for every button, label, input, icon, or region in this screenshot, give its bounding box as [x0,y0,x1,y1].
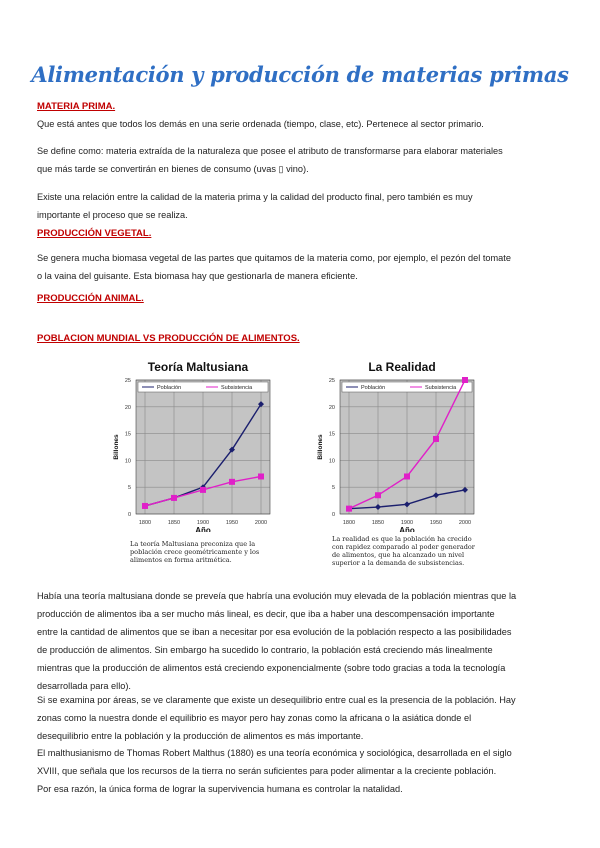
heading-produccion-vegetal: PRODUCCIÓN VEGETAL. [37,228,152,239]
x-tick-label: 1950 [225,520,239,526]
y-axis-label: Billones [113,434,120,460]
x-axis-label: Año [195,526,211,532]
y-tick-label: 20 [328,404,335,411]
y-tick-label: 0 [127,512,131,518]
x-tick-label: 1950 [429,520,443,526]
text-line: o la vaina del guisante. Esta biomasa hay que gestionarla de manera eficiente. [37,271,358,281]
y-tick-label: 5 [127,485,131,492]
x-tick-label: 2000 [458,520,472,526]
paragraph-body-3 [37,744,565,798]
legend-label: Población [361,385,386,391]
paragraph-body-2 [37,691,565,745]
y-tick-label: 20 [124,404,131,411]
text-line: Se genera mucha biomasa vegetal de las partes que quitamos de la materia como, por ejemplo, el pezón del tomate [37,253,511,263]
y-tick-label: 15 [328,431,335,438]
x-axis-label: Año [399,526,415,532]
x-tick-label: 1800 [138,520,152,526]
heading-produccion-animal: PRODUCCIÓN ANIMAL. [37,293,144,304]
x-tick-label: 1850 [167,520,181,526]
paragraph-body-1 [37,587,565,695]
y-tick-label: 25 [328,378,335,384]
page-title: Alimentación y producción de materias primas [31,62,569,87]
text-line: El malthusianismo de Thomas Robert Malthus (1880) es una teoría económica y sociológica, desarrollada en el siglo [37,748,512,758]
text-line: Existe una relación entre la calidad de la materia prima y la calidad del producto final, pero también es muy [37,192,473,202]
y-tick-label: 0 [331,512,335,518]
data-point [200,487,206,493]
chart-caption-maltusiana: La teoría Maltusiana preconiza que la población crece geométricamente y los alimentos en forma aritmética. [130,540,260,564]
data-point [433,436,439,442]
data-point [375,492,381,498]
paragraph-materia-prima-3 [37,188,565,224]
data-point [462,377,468,383]
paragraph-produccion-vegetal [37,249,565,285]
text-line: que más tarde se convertirán en bienes de consumo (uvas ▯ vino). [37,164,309,174]
y-tick-label: 10 [328,458,335,465]
text-line: importante el proceso que se realiza. [37,210,188,220]
legend-label: Subsistencia [221,385,253,391]
x-tick-label: 1900 [196,520,210,526]
chart-la-realidad [312,356,490,532]
x-tick-label: 1800 [342,520,356,526]
chart-teoria-maltusiana [108,356,286,532]
y-tick-label: 10 [124,458,131,465]
y-tick-label: 15 [124,431,131,438]
y-tick-label: 5 [331,485,335,492]
chart-caption-realidad: La realidad es que la población ha crecido con rapidez comparado al poder generador de alimentos, que ha alcanzado un nivel superior a la demanda de subsistencias. [332,535,475,567]
y-tick-label: 25 [124,378,131,384]
heading-materia-prima: MATERIA PRIMA. [37,101,116,112]
text-line: mientras que la producción de alimentos está creciendo exponencialmente (sobre todo gracias a toda la tecnología [37,663,506,673]
text-line: XVIII, que señala que los recursos de la tierra no serán suficientes para poder alimentar a la creciente población. [37,766,497,776]
data-point [171,495,177,501]
x-tick-label: 1850 [371,520,385,526]
paragraph-materia-prima-1: Que está antes que todos los demás en una serie ordenada (tiempo, clase, etc). Pertenece al sector primario. [37,119,484,129]
paragraph-materia-prima-2 [37,142,565,178]
chart-title: La Realidad [368,360,436,374]
data-point [229,479,235,485]
legend-label: Población [157,385,182,391]
data-point [404,473,410,479]
text-line: Por esa razón, la única forma de lograr la supervivencia humana es controlar la natalidad. [37,784,403,794]
heading-poblacion: POBLACION MUNDIAL VS PRODUCCIÓN DE ALIMENTOS. [37,333,300,344]
y-axis-label: Billones [317,434,324,460]
text-line: Si se examina por áreas, se ve claramente que existe un desequilibrio entre cual es la presencia de la población. Hay [37,695,516,705]
data-point [346,506,352,512]
x-tick-label: 1900 [400,520,414,526]
text-line: Se define como: materia extraída de la naturaleza que posee el atributo de transformarse para elaborar materiales [37,146,503,156]
data-point [258,473,264,479]
text-line: Había una teoría maltusiana donde se preveía que habría una evolución muy elevada de la población mientras que la [37,591,517,601]
text-line: producción de alimentos iba a ser mucho más lineal, es decir, que iba a haber una descompensación importante [37,609,495,619]
text-line: entre la cantidad de alimentos que se iban a necesitar por esa evolución de la población respecto a las posibilidades [37,627,512,637]
data-point [142,503,148,509]
legend-label: Subsistencia [425,385,457,391]
text-line: desequilibrio entre la población y la producción de alimentos es más importante. [37,731,364,741]
x-tick-label: 2000 [254,520,268,526]
text-line: desarrollada para ello). [37,681,131,691]
text-line: zonas como la nuestra donde el equilibrio es mayor pero hay zonas como la africana o la asiática donde el [37,713,472,723]
text-line: de producción de alimentos. Sin embargo ha sucedido lo contrario, la población está creciendo más linealmente [37,645,493,655]
chart-title: Teoría Maltusiana [147,360,249,374]
